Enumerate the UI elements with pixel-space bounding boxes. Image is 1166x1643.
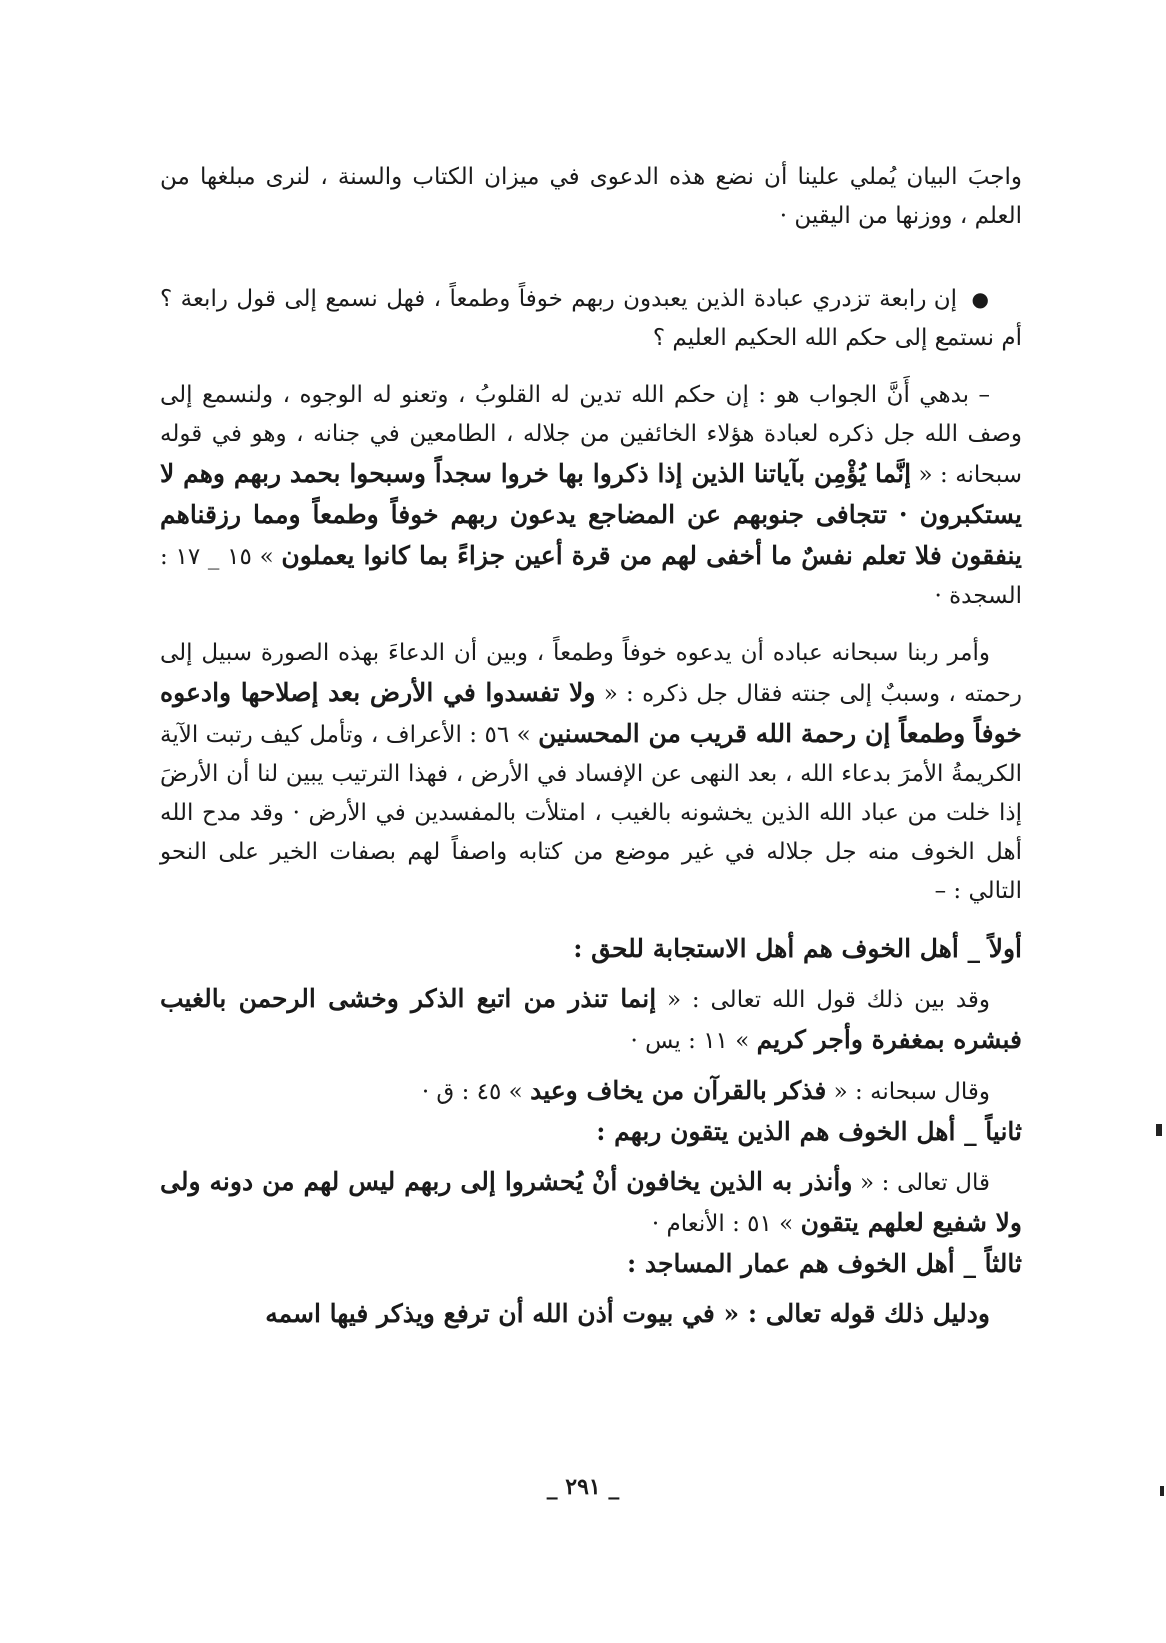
bullet-icon: ● <box>971 287 990 311</box>
quran-quote-araf: ولا تفسدوا في الأرض بعد إصلاحها وادعوه خوفاً وطمعاً إن رحمة الله قريب من المحسنين <box>160 678 1022 748</box>
command-rest-text: » ٥٦ : الأعراف ، وتأمل كيف رتبت الآية الكريمةُ الأمرَ بدعاء الله ، بعد النهى عن الإفساد في الأرض ، فهذا الترتيب يبين لنا أن الأرضَ إذا خلت من عباد الله الذين يخشونه بالغيب ، امتلأت بالمفسدين في الأرض · وقد مدح الله أهل الخوف منه جل جلاله في غير موضع من كتابه واصفاً لهم بصفات الخير على النحو التالي : – <box>160 722 1022 904</box>
heading-third: ثالثاً _ أهل الخوف هم عمار المساجد : <box>627 1249 1022 1278</box>
rabia-claim-text: إن رابعة تزدري عبادة الذين يعبدون ربهم خوفاً وطمعاً ، فهل نسمع إلى قول رابعة ؟ أم نستمع إلى حكم الله الحكيم العليم ؟ <box>160 286 1022 351</box>
reference-anam: » ٥١ : الأنعام · <box>651 1211 794 1237</box>
paragraph-command <box>160 634 1022 911</box>
intro-text: واجبَ البيان يُملي علينا أن نضع هذه الدعوى في ميزان الكتاب والسنة ، لنرى مبلغها من العلم ، ووزنها من اليقين · <box>160 164 1022 229</box>
page-number: _ ٢٩١ _ <box>546 1474 620 1500</box>
qaf-lead-text: وقال سبحانه : « <box>833 1079 990 1105</box>
quran-quote-yasin: إنما تنذر من اتبع الذكر وخشى الرحمن بالغيب فبشره بمغفرة وأجر كريم <box>160 984 1022 1054</box>
reference-sajda: » ١٥ _ ١٧ : السجدة · <box>160 544 1022 609</box>
quran-quote-nur: في بيوت أذن الله أن ترفع ويذكر فيها اسمه <box>265 1299 715 1328</box>
heading-second: ثانياً _ أهل الخوف هم الذين يتقون ربهم : <box>596 1117 1022 1146</box>
paragraph-rabia-claim <box>160 280 1022 358</box>
quran-quote-sajda: إنَّما يُؤْمِن بآياتنا الذين إذا ذكروا بها خروا سجداً وسبحوا بحمد ربهم وهم لا يستكبرون · تتجافى جنوبهم عن المضاجع يدعون ربهم خوفاً وطمعاً ومما رزقناهم ينفقون فلا تعلم نفسٌ ما أخفى لهم من قرة أعين جزاءً بما كانوا يعملون <box>160 459 1022 570</box>
paragraph-answer <box>160 376 1022 616</box>
paragraph-yasin <box>160 979 1022 1061</box>
yasin-lead-text: وقد بين ذلك قول الله تعالى : « <box>667 987 990 1013</box>
paragraph-qaf <box>160 1071 1022 1112</box>
page-body <box>160 158 1022 1333</box>
paragraph-mosques <box>160 1294 1022 1333</box>
paragraph-anam <box>160 1162 1022 1244</box>
answer-text: – بدهي أَنَّ الجواب هو : إن حكم الله تدين له القلوبُ ، وتعنو له الوجوه ، ولنسمع إلى وصف الله جل ذكره لعبادة هؤلاء الخائفين من جلاله ، الطامعين في جنانه ، وهو في قوله سبحانه : « <box>160 382 1022 488</box>
reference-yasin: » ١١ : يس · <box>630 1028 750 1054</box>
quran-quote-qaf: فذكر بالقرآن من يخاف وعيد <box>530 1076 827 1105</box>
command-text: وأمر ربنا سبحانه عباده أن يدعوه خوفاً وطمعاً ، وبين أن الدعاءَ بهذه الصورة سبيل إلى رحمته ، وسببٌ إلى جنته فقال جل ذكره : « <box>160 640 1022 707</box>
reference-qaf: » ٤٥ : ق · <box>421 1079 523 1105</box>
scan-edge-mark <box>1156 1124 1162 1136</box>
scan-edge-mark <box>1160 1486 1164 1496</box>
quran-quote-anam: وأنذر به الذين يخافون أنْ يُحشروا إلى ربهم ليس لهم من دونه ولى ولا شفيع لعلهم يتقون <box>160 1167 1022 1237</box>
heading-first: أولاً _ أهل الخوف هم أهل الاستجابة للحق : <box>573 934 1022 963</box>
mosques-lead-text: ودليل ذلك قوله تعالى : « <box>723 1299 990 1328</box>
paragraph-intro <box>160 158 1022 236</box>
anam-lead-text: قال تعالى : « <box>860 1170 990 1196</box>
